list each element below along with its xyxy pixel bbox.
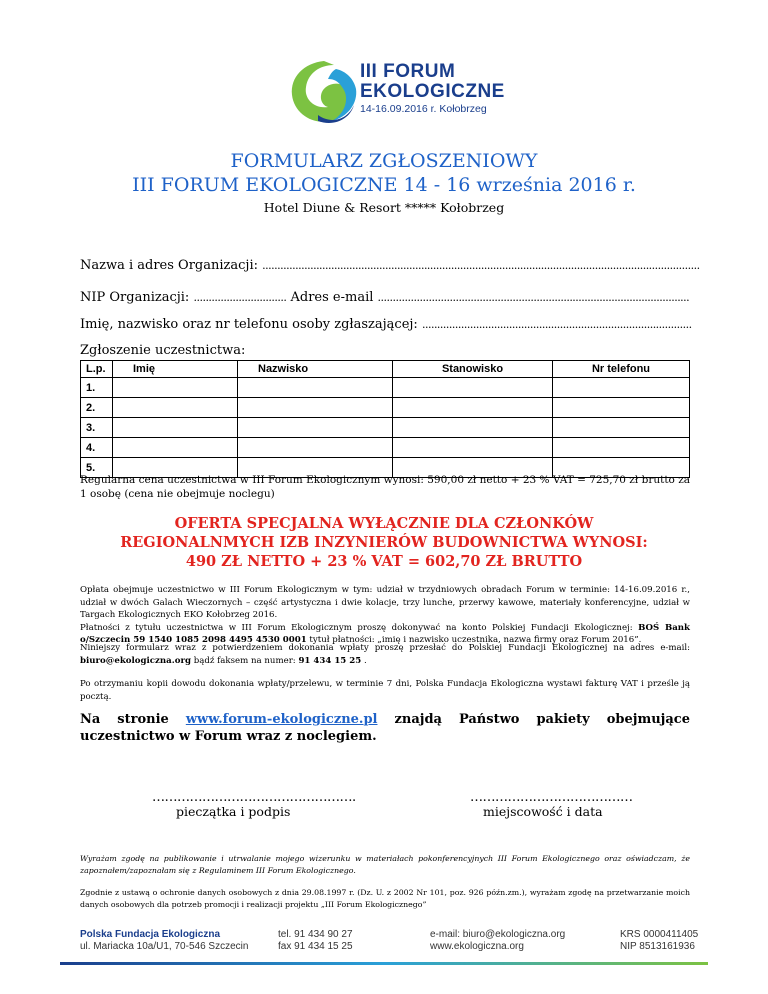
footer-contact [430,929,565,953]
header-last-name: Nazwisko [238,361,393,378]
email-dots: ........................................................................................................ [377,291,690,304]
invoice-paragraph: Po otrzymaniu kopii dowodu dokonania wpłaty/przelewu, w terminie 7 dni, Polska Fundacja Ekologiczna wystawi fakturę VAT i prześle ją pocztą. [80,679,690,702]
footer-fax: fax 91 434 15 25 [278,941,353,952]
table-row [81,398,690,418]
offer-price: 490 ZŁ NETTO + 23 % VAT = 602,70 ZŁ BRUTTO [185,553,583,570]
organization-field[interactable] [80,258,700,273]
position-cell[interactable] [393,418,553,438]
image-consent: Wyrażam zgodę na publikowanie i utrwalanie mojego wizerunku w materiałach pokonferencyjnych III Forum Ekologicznego oraz oświadczam, że zapoznałem/zapoznałam się z Regulaminem III Forum Ekologicznego. [80,854,690,875]
first-name-cell[interactable] [113,398,238,418]
header-position: Stanowisko [393,361,553,378]
website-note-text: Na stronie [80,712,186,727]
logo-line-1: III FORUM [360,61,456,82]
stamp-signature-label: pieczątka i podpis [176,804,291,819]
position-cell[interactable] [393,438,553,458]
first-name-cell[interactable] [113,378,238,398]
row-number: 3. [81,418,113,438]
payment-title-text: tytuł płatności: „imię i nazwisko uczestnika, nazwa firmy oraz Forum 2016”. [306,635,642,645]
row-number: 1. [81,378,113,398]
period: . [361,655,367,666]
website-note [80,711,690,745]
row-number: 4. [81,438,113,458]
regular-price-note: Regularna cena uczestnictwa w III Forum Ekologicznym wynosi: 590,00 zł netto + 23 % VAT = 725,70 zł brutto za 1 osobę (cena nie obejmuje noclegu) [80,474,690,500]
first-name-cell[interactable] [113,418,238,438]
table-row [81,418,690,438]
offer-line-2: REGIONALNMYCH IZB INZYNIERÓW BUDOWNICTWA WYNOSI: [120,534,648,551]
send-form-paragraph [80,642,690,667]
phone-cell[interactable] [553,438,690,458]
nip-label: NIP Organizacji: [80,290,194,305]
footer-color-bar [60,962,708,965]
contact-person-dots: .......................................................................................... [421,318,692,331]
phone-cell[interactable] [553,398,690,418]
footer-krs: KRS 0000411405 [620,929,699,940]
fee-includes-text: Opłata obejmuje uczestnictwo w III Forum Ekologicznym w tym: udział w trzydniowych obradach Forum w terminie: 14-16.09.2016 r., udział w dwóch Galach Wieczornych – część artystyczna i dwie kolacje, trzy lunche, przerwy kawowe, materiały konferencyjne, udział w Targach Ekologicznych EKO Kołobrzeg 2016. [80,585,690,620]
fax-text: bądź faksem na numer: [191,655,299,666]
position-cell[interactable] [393,378,553,398]
organization-label: Nazwa i adres Organizacji: [80,258,263,273]
footer-registry [620,929,698,953]
footer-email[interactable]: e-mail: biuro@ekologiczna.org [430,929,566,940]
last-name-cell[interactable] [238,378,393,398]
contact-email[interactable]: biuro@ekologiczna.org [80,655,191,666]
event-title: III FORUM EKOLOGICZNE 14 - 16 września 2016 r. [132,174,636,196]
nip-dots: ............................... [193,291,287,304]
logo-line-3: 14-16.09.2016 r. Kołobrzeg [360,103,487,115]
participants-label: Zgłoszenie uczestnictwa: [80,343,246,358]
footer-address: ul. Mariacka 10a/U1, 70-546 Szczecin [80,941,249,952]
nip-email-field[interactable] [80,290,689,305]
footer-tel: tel. 91 434 90 27 [278,929,353,940]
header-lp: L.p. [81,361,113,378]
footer-web[interactable]: www.ekologiczna.org [430,941,524,952]
offer-line-1: OFERTA SPECJALNA WYŁĄCZNIE DLA CZŁONKÓW [174,515,594,532]
place-date-line[interactable]: ………………………………… [470,790,633,805]
last-name-cell[interactable] [238,418,393,438]
participants-table [80,360,690,478]
website-link[interactable]: www.forum-ekologiczne.pl [185,712,378,727]
website-note-rest: znajdą Państwo pakiety obejmujące uczestnictwo w Forum wraz z noclegiem. [80,712,690,744]
data-consent: Zgodnie z ustawą o ochronie danych osobowych z dnia 29.08.1997 r. (Dz. U. z 2002 Nr 101, poz. 926 późn.zm.), wyrażam zgodę na przetwarzanie moich danych osobowych dla potrzeb promocji i realizacji projektu „III Forum Ekologicznego” [80,888,690,909]
footer-phone [278,929,353,953]
last-name-cell[interactable] [238,398,393,418]
send-form-text: Niniejszy formularz wraz z potwierdzeniem dokonania wpłaty proszę przesłać do Polskiej Fundacji Ekologicznej na adres e-mail: [80,643,690,653]
form-title: FORMULARZ ZGŁOSZENIOWY [230,150,538,172]
phone-cell[interactable] [553,418,690,438]
row-number: 5. [81,458,113,478]
table-row [81,378,690,398]
footer-nip: NIP 8513161936 [620,941,695,952]
organization-dots: .................................................................................................................................................. [262,259,700,272]
email-label: Adres e-mail [286,290,378,305]
footer-organization [80,929,248,953]
logo-text [360,62,505,115]
table-header-row [81,361,690,378]
fax-number: 91 434 15 25 [298,655,362,666]
stamp-signature-line[interactable]: …………………………………………. [152,790,356,805]
contact-person-label: Imię, nazwisko oraz nr telefonu osoby zgłaszającej: [80,317,422,332]
fee-includes-paragraph [80,584,690,647]
header-phone: Nr telefonu [553,361,690,378]
place-date-label: miejscowość i data [483,804,603,819]
contact-person-field[interactable] [80,317,692,332]
table-row [81,438,690,458]
last-name-cell[interactable] [238,438,393,458]
payment-text: Płatności z tytułu uczestnictwa w III Forum Ekologicznym proszę dokonywać na konto Polskiej Fundacji Ekologicznej: [80,622,639,633]
row-number: 2. [81,398,113,418]
logo-line-2: EKOLOGICZNE [360,81,505,102]
header-first-name: Imię [113,361,238,378]
hotel-name: Hotel Diune & Resort ***** Kołobrzeg [263,200,505,215]
position-cell[interactable] [393,398,553,418]
footer-org-name: Polska Fundacja Ekologiczna [80,929,221,940]
first-name-cell[interactable] [113,438,238,458]
bank-account: BOŚ Bank o/Szczecin 59 1540 1085 2098 4495 4530 0001 [80,622,690,645]
phone-cell[interactable] [553,378,690,398]
